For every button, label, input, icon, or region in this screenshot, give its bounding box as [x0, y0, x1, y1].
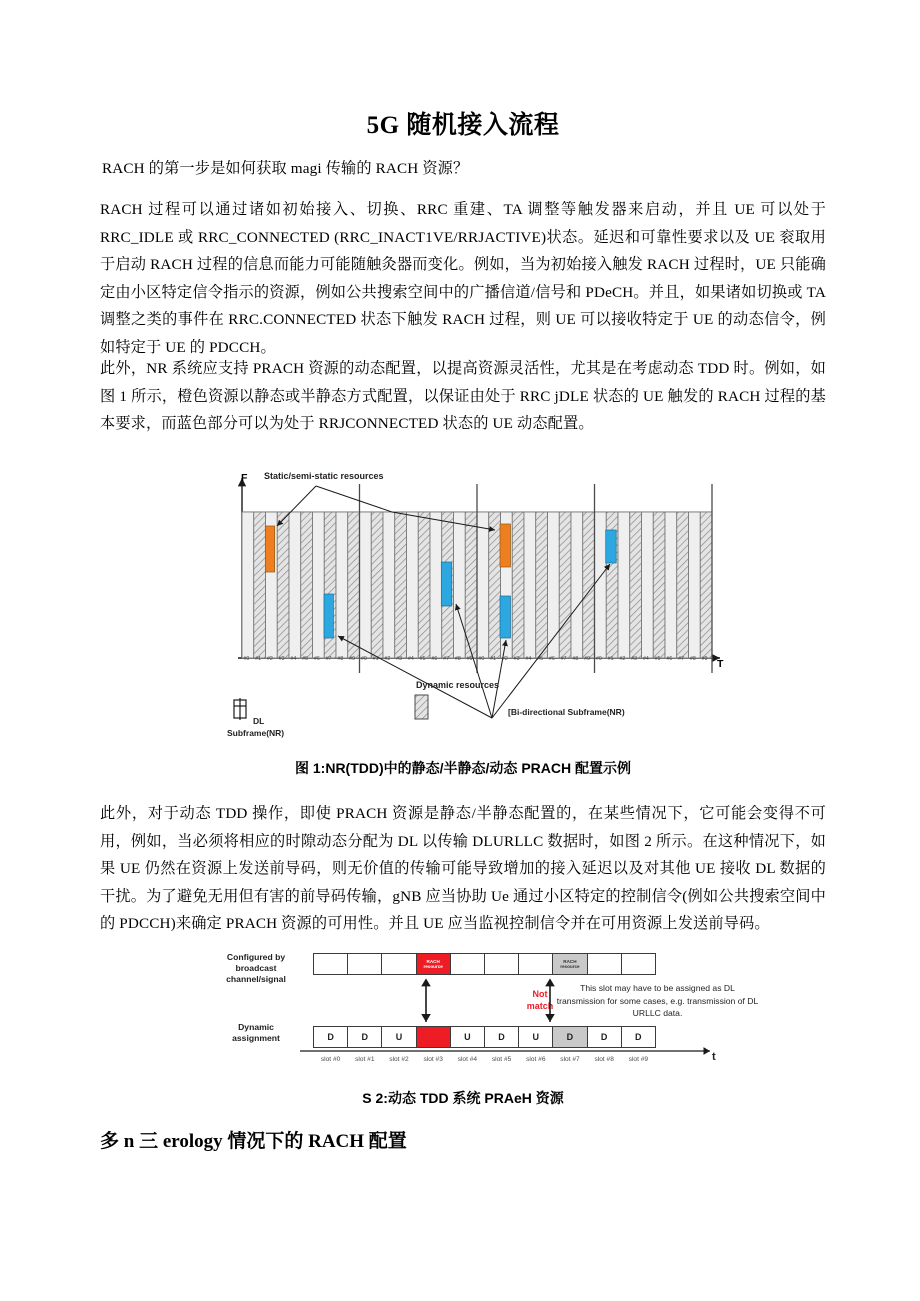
page-title: 5G 随机接入流程	[366, 112, 560, 139]
figure-1-y-axis-label: F	[241, 472, 248, 484]
rach-resource-text: RACH resource	[560, 959, 580, 969]
rach-resource-text: RACH resource	[423, 959, 443, 969]
figure-1-caption: 图 1:NR(TDD)中的静态/半静态/动态 PRACH 配置示例	[295, 760, 631, 776]
figure-2-slot-label: slot #3	[423, 1056, 443, 1063]
figure-2-graphic	[200, 950, 745, 1075]
figure-1-graphic	[220, 468, 740, 753]
figure-2-caption: S 2:动态 TDD 系统 PRAeH 资源	[362, 1090, 564, 1106]
figure-1-tick-label: #7	[443, 655, 450, 663]
figure-1-tick-label: #8	[455, 655, 461, 663]
figure-1-tick-label: #5	[654, 655, 661, 663]
figure-1-tick-label: #5	[419, 655, 426, 663]
figure-1-tick-label: #1	[255, 655, 262, 663]
dynamic-label-line-1: Dynamic	[238, 1022, 274, 1032]
configured-label-line-3: channel/signal	[226, 974, 286, 984]
figure-2-slot-label: slot #9	[628, 1056, 649, 1063]
figure-1-tick-labels	[220, 656, 740, 668]
figure-1-dynamic-label: Dynamic resources	[416, 680, 500, 690]
figure-1-tick-label: #4	[525, 655, 532, 663]
figure-1	[220, 468, 740, 753]
figure-2-slot-label: slot #7	[560, 1056, 580, 1063]
figure-1-tick-label: #2	[267, 655, 273, 663]
figure-1-tick-label: #8	[690, 655, 696, 663]
figure-1-legend-dl-sub: Subframe(NR)	[227, 728, 285, 738]
figure-1-tick-label: #7	[325, 655, 332, 663]
figure-2-slot-label: slot #6	[526, 1056, 546, 1063]
figure-1-legend-bidirectional: [Bi-directional Subframe(NR)	[508, 707, 625, 717]
figure-2	[200, 950, 759, 1075]
figure-2-note: This slot may have to be assigned as DL transmission for some cases, e.g. transmission of DL URLLC data.	[556, 983, 759, 1018]
figure-2-dynamic-cell: U	[450, 1026, 485, 1048]
figure-1-tick-label: #0	[596, 655, 602, 663]
figure-1-tick-label: #9	[466, 655, 473, 663]
figure-2-not-match-label: Not match	[526, 989, 554, 1011]
question-line: RACH 的第一步是如何获取 magi 传输的 RACH 资源？	[102, 160, 469, 177]
figure-2-dynamic-cell: U	[381, 1026, 416, 1048]
figure-1-tick-label: #2	[384, 655, 391, 663]
figure-1-tick-label: #0	[243, 655, 250, 663]
figure-1-tick-label: #3	[396, 655, 403, 663]
figure-1-tick-label: #3	[278, 655, 285, 663]
figure-2-dynamic-cell: U	[518, 1026, 553, 1048]
figure-2-dynamic-cell: D	[621, 1026, 656, 1048]
figure-1-tick-label: #8	[337, 655, 344, 663]
dynamic-label-line-2: assignment	[232, 1033, 280, 1043]
figure-1-tick-label: #4	[290, 655, 297, 663]
figure-2-slot-label: slot #2	[389, 1056, 409, 1063]
figure-1-tick-label: #5	[302, 655, 309, 663]
configured-label-line-2: broadcast	[235, 963, 277, 973]
figure-1-tick-label: #2	[502, 655, 508, 663]
figure-1-tick-label: #0	[478, 655, 485, 663]
figure-1-tick-label: #8	[572, 655, 579, 663]
figure-1-tick-label: #6	[666, 655, 673, 663]
figure-1-tick-label: #0	[361, 655, 367, 663]
figure-2-slot-label: slot #4	[457, 1056, 478, 1063]
paragraph-3: 此外，对于动态 TDD 操作，即使 PRACH 资源是静态/半静态配置的，在某些情况下，它可能会变得不可用，例如，当必须将相应的时隙动态分配为 DL 以传输 DLURLLC 数据时，如图 2 所示。在这种情况下，如果 UE 仍然在资源上发送前导码，则无价值的传输可能导致增加的接入延迟以及对其他 UE 接收 DL 数据的干扰。为了避免无用但有害的前导码传输，gNB 应当协助 Ue 通过小区特定的控制信令(例如公共搜索空间中的 PDCCH)来确定 PRACH 资源的可用性。并且 UE 应当监视控制信令并在可用资源上发送前导码。	[100, 805, 826, 932]
figure-1-tick-label: #9	[584, 655, 591, 663]
figure-2-dynamic-cell: D	[587, 1026, 622, 1048]
figure-1-tick-label: #1	[372, 655, 379, 663]
figure-1-tick-label: #9	[349, 655, 356, 663]
figure-1-tick-label: #6	[549, 655, 555, 663]
subheading: 多 n 三 erology 情况下的 RACH 配置	[100, 1131, 407, 1152]
figure-2-slot-label: slot #5	[491, 1056, 512, 1063]
figure-2-dynamic-cell: D	[484, 1026, 519, 1048]
figure-2-dynamic-cell: D	[347, 1026, 382, 1048]
figure-1-tick-label: #4	[408, 655, 414, 663]
figure-1-tick-label: #3	[631, 655, 638, 663]
figure-2-dynamic-cell: D	[552, 1026, 587, 1048]
figure-1-tick-label: #2	[619, 655, 626, 663]
figure-1-tick-label: #7	[560, 655, 567, 663]
figure-2-slot-label: slot #1	[355, 1056, 375, 1063]
figure-1-legend-dl: DL	[253, 716, 265, 726]
figure-2-dynamic-cell: D	[313, 1026, 348, 1048]
figure-1-tick-label: #9	[701, 655, 708, 663]
figure-2-slot-label: slot #0	[320, 1056, 341, 1063]
figure-1-tick-label: #6	[431, 655, 438, 663]
figure-1-static-label: Static/semi-static resources	[264, 471, 384, 481]
figure-1-tick-label: #5	[537, 655, 544, 663]
figure-1-tick-label: #6	[314, 655, 320, 663]
paragraph-1: RACH 过程可以通过诸如初始接入、切换、RRC 重建、TA 调整等触发器来启动，并且 UE 可以处于RRC_IDLE 或 RRC_CONNECTED (RRC_INACT1VE/RRJACTIVE)状态。延迟和可靠性要求以及 UE 衮取用于启动 RACH 过程的信息而能力可能随触灸器而变化。例如，当为初始接入触发 RACH 过程时，UE 只能确定由小区特定信令指示的资源，例如公共搜索空间中的广播信道/信号和 PDeCH。并且，如果诸如切换或 TA 调整之类的事件在 RRC.CONNECTED 状态下触发 RACH 过程，则 UE 可以接收特定于 UE 的动态信令，例如特定于 UE 的 PDCCH。	[100, 201, 826, 356]
figure-1-x-axis-label: T	[717, 658, 724, 670]
figure-2-dynamic-cell: U	[416, 1026, 451, 1048]
figure-1-tick-label: #4	[643, 655, 649, 663]
paragraph-2: 此外，NR 系统应支持 PRACH 资源的动态配置，以提高资源灵活性，尤其是在考虑动态 TDD 时。例如，如图 1 所示，橙色资源以静态或半静态方式配置，以保证由处于 RRC jDLE 状态的 UE 触发的 RACH 过程的基本要求，而蓝色部分可以为处于 RRJCONNECTED 状态的 UE 动态配置。	[100, 360, 826, 432]
figure-1-tick-label: #7	[678, 655, 685, 663]
configured-label-line-1: Configured by	[226, 952, 286, 962]
figure-1-tick-label: #1	[607, 655, 614, 663]
figure-2-slot-label: slot #8	[594, 1056, 614, 1063]
figure-1-tick-label: #3	[513, 655, 520, 663]
figure-1-tick-label: #1	[490, 655, 497, 663]
figure-2-x-axis-label: t	[712, 1051, 716, 1063]
